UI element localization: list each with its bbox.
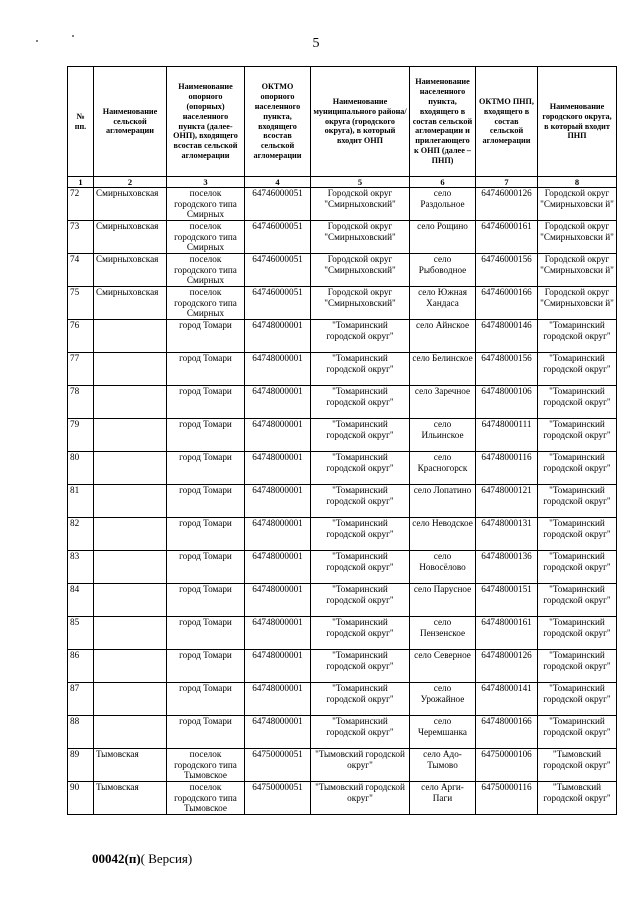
- header-cell: Наименование опорного (опорных) населенного пункта (далее-ОНП), входящего всостав сельской агломерации: [167, 67, 245, 177]
- agglomeration-name: [94, 683, 167, 716]
- row-number: 80: [68, 452, 94, 485]
- header-cell: Наименование муниципального района/округа (городского округа), в который входит ОНП: [311, 67, 410, 177]
- pnp-city-district: Городской округ "Смирныховски й": [538, 287, 617, 320]
- column-number: 6: [410, 177, 476, 188]
- row-number: 86: [68, 650, 94, 683]
- pnp-name: село Северное: [410, 650, 476, 683]
- municipal-district: "Томаринский городской округ": [311, 518, 410, 551]
- document-code: 00042(п): [92, 851, 141, 866]
- pnp-oktmo: 64748000136: [476, 551, 538, 584]
- row-number: 72: [68, 188, 94, 221]
- pnp-city-district: Городской округ "Смирныховски й": [538, 188, 617, 221]
- pnp-oktmo: 64750000106: [476, 749, 538, 782]
- table-row: [68, 386, 617, 419]
- agglomeration-name: [94, 716, 167, 749]
- onp-oktmo: 64748000001: [245, 353, 311, 386]
- onp-name: город Томари: [167, 386, 245, 419]
- row-number: 89: [68, 749, 94, 782]
- table-row: [68, 452, 617, 485]
- pnp-oktmo: 64748000151: [476, 584, 538, 617]
- pnp-oktmo: 64748000121: [476, 485, 538, 518]
- agglomeration-name: [94, 353, 167, 386]
- pnp-name: село Раздольное: [410, 188, 476, 221]
- document-version: ( Версия): [140, 851, 193, 866]
- onp-name: поселок городского типа Тымовское: [167, 782, 245, 815]
- onp-name: город Томари: [167, 617, 245, 650]
- municipal-district: "Томаринский городской округ": [311, 617, 410, 650]
- pnp-name: село Неводское: [410, 518, 476, 551]
- row-number: 78: [68, 386, 94, 419]
- pnp-oktmo: 64746000166: [476, 287, 538, 320]
- agglomeration-name: [94, 551, 167, 584]
- pnp-oktmo: 64748000106: [476, 386, 538, 419]
- row-number: 74: [68, 254, 94, 287]
- table-row: [68, 419, 617, 452]
- pnp-city-district: "Томаринский городской округ": [538, 452, 617, 485]
- table-row: [68, 584, 617, 617]
- pnp-city-district: "Томаринский городской округ": [538, 419, 617, 452]
- pnp-name: село Ильинское: [410, 419, 476, 452]
- pnp-oktmo: 64748000146: [476, 320, 538, 353]
- pnp-oktmo: 64748000161: [476, 617, 538, 650]
- header-cell: № пп.: [68, 67, 94, 177]
- onp-oktmo: 64750000051: [245, 782, 311, 815]
- pnp-city-district: "Томаринский городской округ": [538, 485, 617, 518]
- pnp-oktmo: 64748000141: [476, 683, 538, 716]
- column-number: 8: [538, 177, 617, 188]
- pnp-oktmo: 64746000126: [476, 188, 538, 221]
- agglomeration-name: [94, 485, 167, 518]
- onp-oktmo: 64748000001: [245, 518, 311, 551]
- onp-name: город Томари: [167, 650, 245, 683]
- onp-name: поселок городского типа Смирных: [167, 188, 245, 221]
- table-row: [68, 782, 617, 815]
- pnp-city-district: Городской округ "Смирныховски й": [538, 254, 617, 287]
- municipal-district: "Томаринский городской округ": [311, 320, 410, 353]
- municipal-district: "Томаринский городской округ": [311, 485, 410, 518]
- scan-speck: [72, 35, 74, 37]
- pnp-name: село Заречное: [410, 386, 476, 419]
- pnp-city-district: "Томаринский городской округ": [538, 617, 617, 650]
- onp-oktmo: 64750000051: [245, 749, 311, 782]
- table-body: [68, 188, 617, 815]
- header-cell: Наименование населенного пункта, входящего в состав сельской агломерации и прилегающего к ОНП (далее – ПНП): [410, 67, 476, 177]
- row-number: 90: [68, 782, 94, 815]
- onp-oktmo: 64748000001: [245, 320, 311, 353]
- onp-oktmo: 64746000051: [245, 188, 311, 221]
- onp-oktmo: 64748000001: [245, 452, 311, 485]
- municipal-district: "Тымовский городской округ": [311, 782, 410, 815]
- pnp-city-district: "Томаринский городской округ": [538, 386, 617, 419]
- column-number: 5: [311, 177, 410, 188]
- row-number: 84: [68, 584, 94, 617]
- pnp-name: село Южная Хандаса: [410, 287, 476, 320]
- pnp-city-district: "Тымовский городской округ": [538, 749, 617, 782]
- agglomeration-name: [94, 320, 167, 353]
- onp-oktmo: 64748000001: [245, 551, 311, 584]
- municipal-district: "Томаринский городской округ": [311, 650, 410, 683]
- onp-name: поселок городского типа Смирных: [167, 254, 245, 287]
- pnp-name: село Арги-Паги: [410, 782, 476, 815]
- onp-name: город Томари: [167, 452, 245, 485]
- onp-oktmo: 64746000051: [245, 221, 311, 254]
- row-number: 79: [68, 419, 94, 452]
- table-row: [68, 254, 617, 287]
- pnp-oktmo: 64748000116: [476, 452, 538, 485]
- pnp-oktmo: 64750000116: [476, 782, 538, 815]
- municipal-district: "Томаринский городской округ": [311, 683, 410, 716]
- row-number: 73: [68, 221, 94, 254]
- pnp-name: село Лопатино: [410, 485, 476, 518]
- onp-name: поселок городского типа Тымовское: [167, 749, 245, 782]
- table-row: [68, 221, 617, 254]
- row-number: 81: [68, 485, 94, 518]
- agglomeration-name: [94, 584, 167, 617]
- pnp-oktmo: 64748000156: [476, 353, 538, 386]
- table-row: [68, 617, 617, 650]
- column-number: 4: [245, 177, 311, 188]
- municipal-district: Городской округ "Смирныховский": [311, 188, 410, 221]
- table-row: [68, 485, 617, 518]
- onp-name: город Томари: [167, 551, 245, 584]
- row-number: 75: [68, 287, 94, 320]
- agglomeration-name: [94, 386, 167, 419]
- pnp-oktmo: 64746000156: [476, 254, 538, 287]
- column-number: 7: [476, 177, 538, 188]
- agglomeration-name: Смирныховская: [94, 188, 167, 221]
- onp-name: город Томари: [167, 683, 245, 716]
- column-number: 1: [68, 177, 94, 188]
- table-row: [68, 650, 617, 683]
- onp-name: город Томари: [167, 353, 245, 386]
- table-row: [68, 353, 617, 386]
- row-number: 88: [68, 716, 94, 749]
- municipal-district: Городской округ "Смирныховский": [311, 254, 410, 287]
- row-number: 76: [68, 320, 94, 353]
- agglomeration-name: Тымовская: [94, 782, 167, 815]
- agglomeration-name: Смирныховская: [94, 287, 167, 320]
- agglomeration-name: [94, 518, 167, 551]
- row-number: 85: [68, 617, 94, 650]
- onp-oktmo: 64746000051: [245, 287, 311, 320]
- onp-name: город Томари: [167, 485, 245, 518]
- agglomeration-name: [94, 650, 167, 683]
- pnp-name: село Айнское: [410, 320, 476, 353]
- table-row: [68, 683, 617, 716]
- table-header-row: [68, 67, 617, 177]
- column-number: 3: [167, 177, 245, 188]
- agglomeration-name: Смирныховская: [94, 254, 167, 287]
- pnp-city-district: "Томаринский городской округ": [538, 320, 617, 353]
- document-footer: [92, 851, 192, 867]
- pnp-oktmo: 64748000111: [476, 419, 538, 452]
- table-row: [68, 551, 617, 584]
- agglomeration-name: [94, 617, 167, 650]
- onp-name: город Томари: [167, 518, 245, 551]
- header-cell: Наименование сельской агломерации: [94, 67, 167, 177]
- onp-oktmo: 64748000001: [245, 683, 311, 716]
- municipal-district: "Томаринский городской округ": [311, 353, 410, 386]
- pnp-oktmo: 64746000161: [476, 221, 538, 254]
- pnp-city-district: "Томаринский городской округ": [538, 716, 617, 749]
- municipal-district: "Томаринский городской округ": [311, 551, 410, 584]
- agglomeration-name: Смирныховская: [94, 221, 167, 254]
- scan-speck: [36, 40, 38, 42]
- row-number: 77: [68, 353, 94, 386]
- pnp-oktmo: 64748000126: [476, 650, 538, 683]
- onp-name: город Томари: [167, 584, 245, 617]
- municipal-district: Городской округ "Смирныховский": [311, 221, 410, 254]
- municipal-district: "Томаринский городской округ": [311, 452, 410, 485]
- onp-name: город Томари: [167, 419, 245, 452]
- municipal-district: Городской округ "Смирныховский": [311, 287, 410, 320]
- table-row: [68, 518, 617, 551]
- onp-oktmo: 64746000051: [245, 254, 311, 287]
- table-row: [68, 749, 617, 782]
- pnp-name: село Рыбоводное: [410, 254, 476, 287]
- pnp-city-district: "Томаринский городской округ": [538, 518, 617, 551]
- onp-oktmo: 64748000001: [245, 716, 311, 749]
- municipal-district: "Томаринский городской округ": [311, 386, 410, 419]
- municipal-district: "Тымовский городской округ": [311, 749, 410, 782]
- pnp-name: село Красногорск: [410, 452, 476, 485]
- table-row: [68, 716, 617, 749]
- pnp-name: село Парусное: [410, 584, 476, 617]
- onp-oktmo: 64748000001: [245, 584, 311, 617]
- header-cell: ОКТМО опорного населенного пункта, входящего всостав сельской агломерации: [245, 67, 311, 177]
- table-row: [68, 320, 617, 353]
- onp-oktmo: 64748000001: [245, 650, 311, 683]
- onp-oktmo: 64748000001: [245, 386, 311, 419]
- onp-name: поселок городского типа Смирных: [167, 221, 245, 254]
- row-number: 83: [68, 551, 94, 584]
- agglomeration-table: [67, 66, 617, 815]
- agglomeration-name: [94, 419, 167, 452]
- onp-oktmo: 64748000001: [245, 419, 311, 452]
- pnp-name: село Новосёлово: [410, 551, 476, 584]
- onp-name: поселок городского типа Смирных: [167, 287, 245, 320]
- onp-name: город Томари: [167, 716, 245, 749]
- pnp-city-district: "Тымовский городской округ": [538, 782, 617, 815]
- municipal-district: "Томаринский городской округ": [311, 716, 410, 749]
- page-number: 5: [312, 36, 320, 51]
- column-number-row: [68, 177, 617, 188]
- pnp-city-district: "Томаринский городской округ": [538, 683, 617, 716]
- table-row: [68, 287, 617, 320]
- pnp-name: село Адо-Тымово: [410, 749, 476, 782]
- onp-name: город Томари: [167, 320, 245, 353]
- row-number: 82: [68, 518, 94, 551]
- agglomeration-name: [94, 452, 167, 485]
- agglomeration-name: Тымовская: [94, 749, 167, 782]
- row-number: 87: [68, 683, 94, 716]
- pnp-city-district: Городской округ "Смирныховски й": [538, 221, 617, 254]
- header-cell: ОКТМО ПНП, входящего в состав сельской агломерации: [476, 67, 538, 177]
- municipal-district: "Томаринский городской округ": [311, 584, 410, 617]
- pnp-oktmo: 64748000131: [476, 518, 538, 551]
- pnp-city-district: "Томаринский городской округ": [538, 551, 617, 584]
- pnp-name: село Белинское: [410, 353, 476, 386]
- pnp-city-district: "Томаринский городской округ": [538, 584, 617, 617]
- pnp-name: село Черемшанка: [410, 716, 476, 749]
- pnp-name: село Пензенское: [410, 617, 476, 650]
- header-cell: Наименование городского округа, в который входит ПНП: [538, 67, 617, 177]
- pnp-name: село Урожайное: [410, 683, 476, 716]
- column-number: 2: [94, 177, 167, 188]
- onp-oktmo: 64748000001: [245, 617, 311, 650]
- pnp-city-district: "Томаринский городской округ": [538, 650, 617, 683]
- pnp-name: село Рощино: [410, 221, 476, 254]
- pnp-city-district: "Томаринский городской округ": [538, 353, 617, 386]
- onp-oktmo: 64748000001: [245, 485, 311, 518]
- pnp-oktmo: 64748000166: [476, 716, 538, 749]
- table-row: [68, 188, 617, 221]
- municipal-district: "Томаринский городской округ": [311, 419, 410, 452]
